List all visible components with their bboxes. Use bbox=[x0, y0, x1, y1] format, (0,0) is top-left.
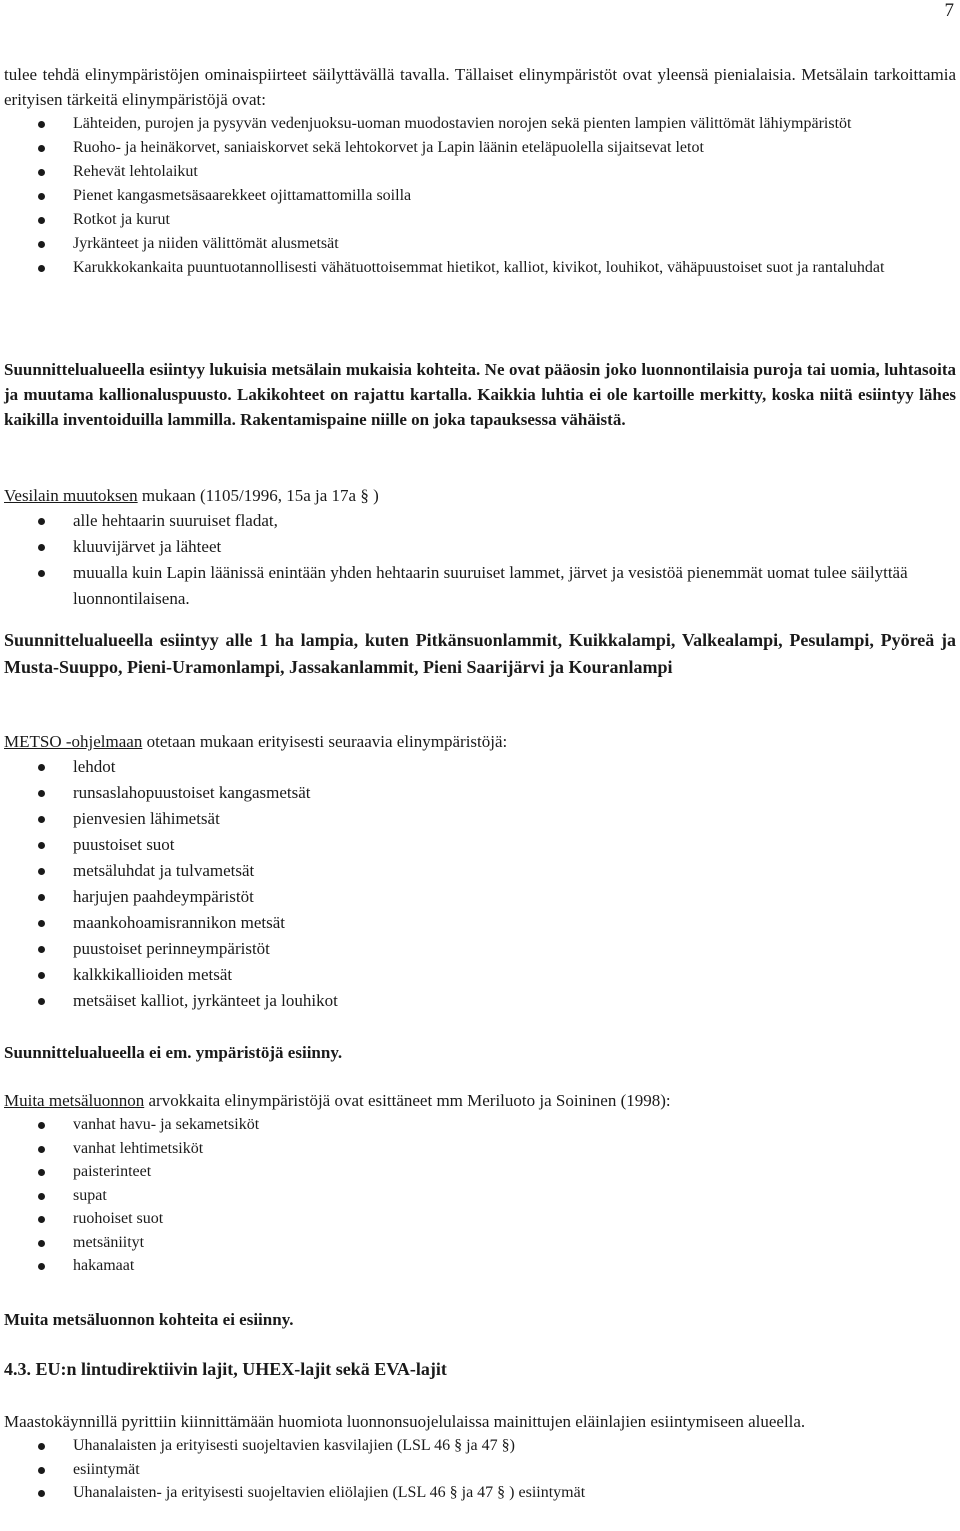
muita-note: Muita metsäluonnon kohteita ei esiinny. bbox=[4, 1310, 294, 1329]
list-item: puustoiset perinneympäristöt bbox=[4, 936, 956, 962]
section-4-3-body bbox=[4, 1409, 956, 1505]
metso-section bbox=[4, 729, 956, 1014]
list-item: ruohoiset suot bbox=[4, 1207, 956, 1231]
section-4-3 bbox=[4, 1359, 956, 1380]
list-item: Ruoho- ja heinäkorvet, saniaiskorvet sekä lehtokorvet ja Lapin läänin eteläpuolella sijaitsevat letot bbox=[4, 136, 956, 160]
section-paragraph: Maastokäynnillä pyrittiin kiinnittämään huomiota luonnonsuojelulaissa mainittujen eläinlajien esiintymiseen alueella. bbox=[4, 1412, 806, 1431]
list-item: metsäniityt bbox=[4, 1231, 956, 1255]
metsalaki-note: Suunnittelualueella esiintyy lukuisia metsälain mukaisia kohteita. Ne ovat pääosin joko luonnontilaisia puroja tai uomia, luhtasoita ja muutama kallionaluspuusto. Lakikohteet on rajattu kartalla. Kaikkia luhtia ei ole kartoille merkitty, koska niitä esiintyy lähes kaikilla inventoiduilla lammilla. Rakentamispaine niille on joka tapauksessa vähäistä. bbox=[4, 360, 956, 429]
metso-intro: METSO -ohjelmaan otetaan mukaan erityisesti seuraavia elinympäristöjä: bbox=[4, 732, 508, 751]
list-item: maankohoamisrannikon metsät bbox=[4, 910, 956, 936]
list-item: Karukkokankaita puuntuotannollisesti vähätuottoisemmat hietikot, kalliot, kivikot, louhikot, vähäpuustoiset suot ja rantaluhdat bbox=[4, 256, 956, 280]
vesilaki-section bbox=[4, 483, 956, 612]
muita-section bbox=[4, 1088, 956, 1278]
list-item: Lähteiden, purojen ja pysyvän vedenjuoksu-uoman muodostavien norojen sekä pienten lampien välittömät lähiympäristöt bbox=[4, 112, 956, 136]
intro-section bbox=[4, 62, 956, 280]
metsalaki-note-section bbox=[4, 357, 956, 432]
muita-intro: Muita metsäluonnon arvokkaita elinympäristöjä ovat esittäneet mm Meriluoto ja Soininen (1998): bbox=[4, 1091, 671, 1110]
vesilaki-link: Vesilain muutoksen bbox=[4, 486, 138, 505]
list-item: metsäluhdat ja tulvametsät bbox=[4, 858, 956, 884]
list-item: runsaslahopuustoiset kangasmetsät bbox=[4, 780, 956, 806]
vesilaki-intro: Vesilain muutoksen mukaan (1105/1996, 15a ja 17a § ) bbox=[4, 486, 379, 505]
page-number: 7 bbox=[944, 0, 954, 21]
metsalaki-habitat-list bbox=[4, 112, 956, 280]
list-item: kalkkikallioiden metsät bbox=[4, 962, 956, 988]
list-item: pienvesien lähimetsät bbox=[4, 806, 956, 832]
list-item: muualla kuin Lapin läänissä enintään yhden hehtaarin suuruiset lammet, järvet ja vesistöä pienemmät uomat tulee säilyttää luonnontilaisena. bbox=[4, 560, 956, 612]
intro-paragraph: tulee tehdä elinympäristöjen ominaispiirteet säilyttävällä tavalla. Tällaiset elinympäristöt ovat yleensä pienialaisia. Metsälain tarkoittamia erityisen tärkeitä elinympäristöjä ovat: bbox=[4, 65, 956, 109]
vesilaki-list bbox=[4, 508, 956, 612]
list-item: Uhanalaisten ja erityisesti suojeltavien kasvilajien (LSL 46 § ja 47 §) bbox=[4, 1434, 956, 1458]
muita-list bbox=[4, 1113, 956, 1278]
list-item: lehdot bbox=[4, 754, 956, 780]
metso-list bbox=[4, 754, 956, 1014]
list-item: metsäiset kalliot, jyrkänteet ja louhikot bbox=[4, 988, 956, 1014]
list-item: hakamaat bbox=[4, 1254, 956, 1278]
list-item: Pienet kangasmetsäsaarekkeet ojittamattomilla soilla bbox=[4, 184, 956, 208]
list-item: Rotkot ja kurut bbox=[4, 208, 956, 232]
list-item: supat bbox=[4, 1184, 956, 1208]
muita-note-section bbox=[4, 1307, 956, 1332]
list-item: Uhanalaisten- ja erityisesti suojeltavien eliölajien (LSL 46 § ja 47 § ) esiintymät bbox=[4, 1481, 956, 1505]
list-item: paisterinteet bbox=[4, 1160, 956, 1184]
lampia-note-section bbox=[4, 627, 956, 680]
muita-link: Muita metsäluonnon bbox=[4, 1091, 145, 1110]
list-item: alle hehtaarin suuruiset fladat, bbox=[4, 508, 956, 534]
list-item: harjujen paahdeympäristöt bbox=[4, 884, 956, 910]
metso-note-section bbox=[4, 1040, 956, 1065]
list-item: kluuvijärvet ja lähteet bbox=[4, 534, 956, 560]
section-list bbox=[4, 1434, 956, 1505]
list-item: esiintymät bbox=[4, 1458, 956, 1482]
section-heading: 4.3. EU:n lintudirektiivin lajit, UHEX-lajit sekä EVA-lajit bbox=[4, 1359, 447, 1379]
list-item: vanhat havu- ja sekametsiköt bbox=[4, 1113, 956, 1137]
metso-note: Suunnittelualueella ei em. ympäristöjä esiinny. bbox=[4, 1043, 343, 1062]
list-item: vanhat lehtimetsiköt bbox=[4, 1137, 956, 1161]
lampia-note: Suunnittelualueella esiintyy alle 1 ha lampia, kuten Pitkänsuonlammit, Kuikkalampi, Valkealampi, Pesulampi, Pyöreä ja Musta-Suuppo, Pieni-Uramonlampi, Jassakanlammit, Pieni Saarijärvi ja Kouranlampi bbox=[4, 630, 956, 677]
list-item: Rehevät lehtolaikut bbox=[4, 160, 956, 184]
metso-link: METSO -ohjelmaan bbox=[4, 732, 143, 751]
list-item: puustoiset suot bbox=[4, 832, 956, 858]
list-item: Jyrkänteet ja niiden välittömät alusmetsät bbox=[4, 232, 956, 256]
